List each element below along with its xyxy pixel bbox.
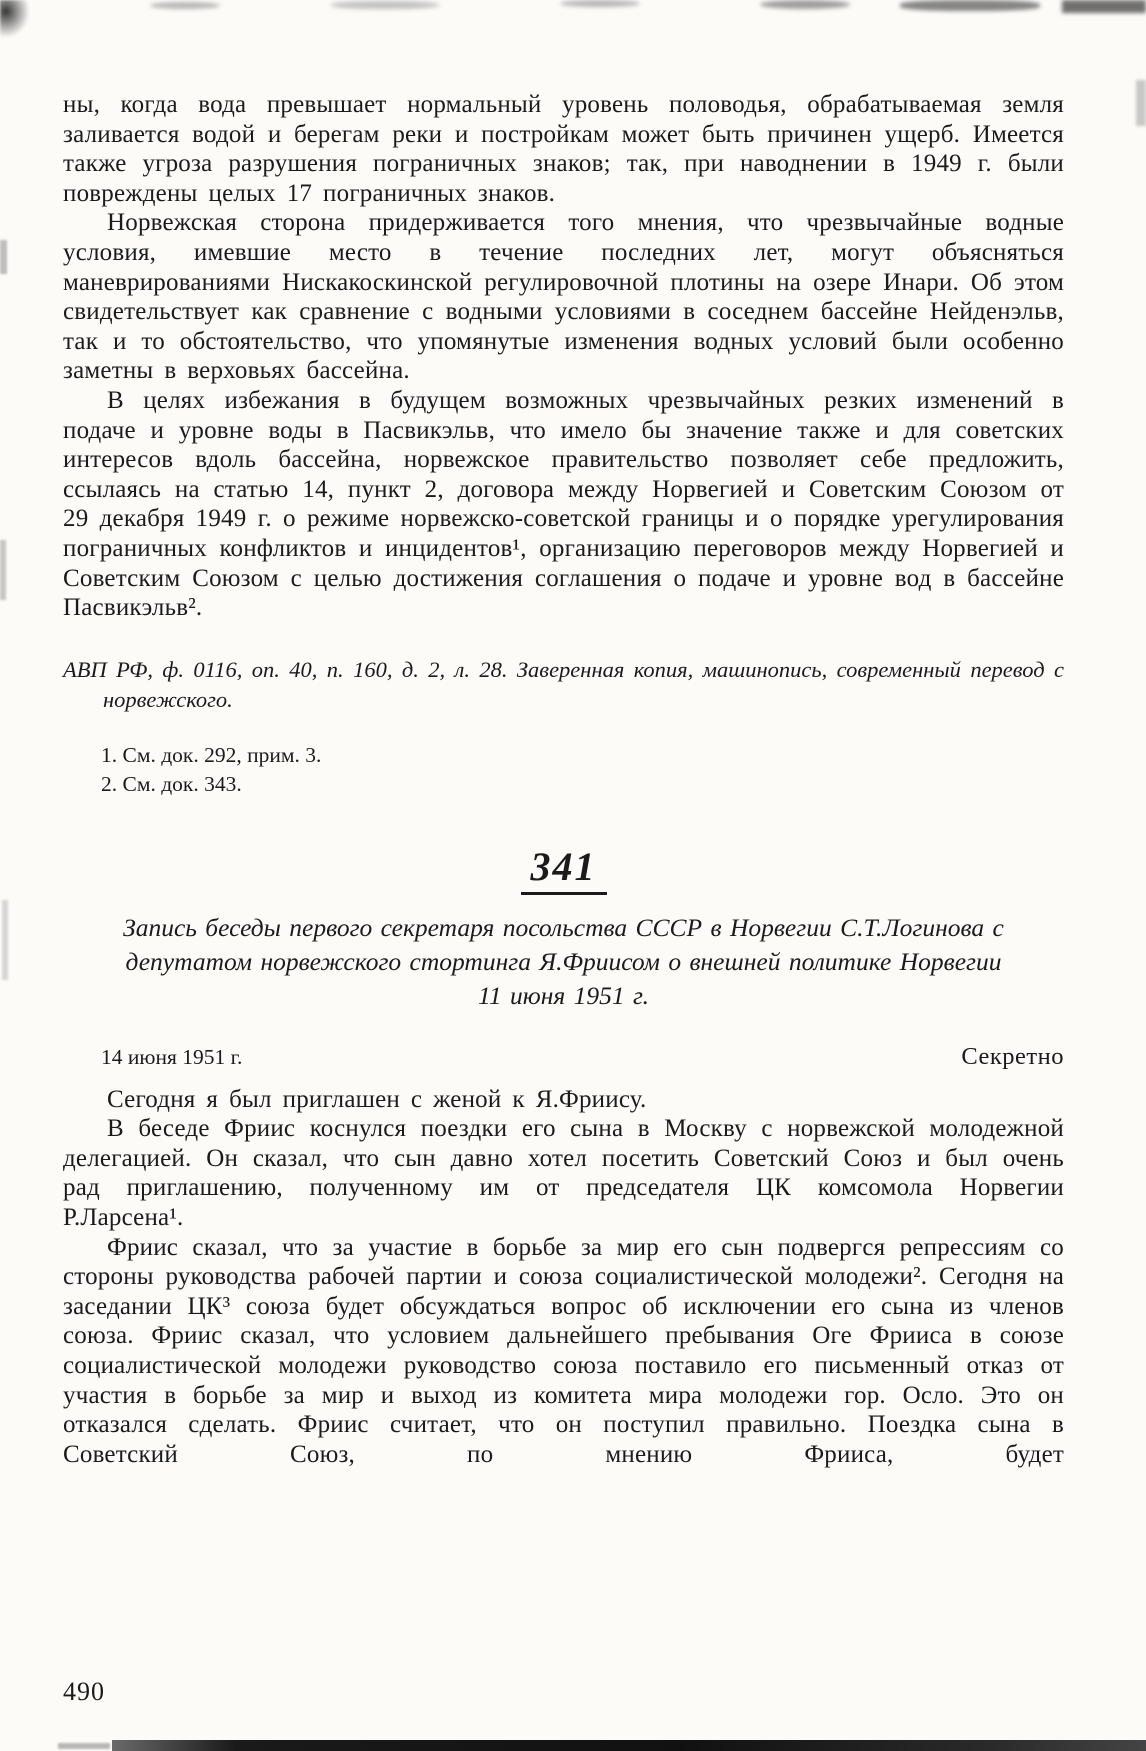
scan-artifact-top-smudge: [330, 1, 440, 9]
paragraph: В целях избежания в будущем возможных чрезвычайных резких изменений в подаче и уровне воды в Пасвикэльв, что имело бы значение также и для советских интересов вдоль бассейна, норвежское правительство позволяет себе предложить, ссылаясь на статью 14, пункт 2, договора между Норвегией и Советским Союзом от 29 декабря 1949 г. о режиме норвежско-советской границы и о порядке урегулирования пограничных конфликтов и инцидентов¹, организацию переговоров между Норвегией и Советским Союзом с целью достижения соглашения о подаче и уровне вод в бассейне Пасвикэльв².: [63, 386, 1064, 622]
scan-artifact-left-edge: [2, 900, 8, 980]
paragraph: Сегодня я был приглашен с женой к Я.Фриису.: [107, 1085, 647, 1113]
paragraph: Норвежская сторона придерживается того мнения, что чрезвычайные водные условия, имевшие место в течение последних лет, могут объясняться маневрированиями Нискакоскинской регулировочной плотины на озере Инари. Об этом свидетельствует как сравнение с водными условиями в соседнем бассейне Нейденэльв, так и то обстоятельство, что упомянутые изменения водных условий были особенно заметны в верховьях бассейна.: [63, 209, 1064, 385]
scan-artifact-top-smudge: [150, 2, 220, 9]
scan-artifact-left-edge: [0, 540, 6, 600]
footnotes: [63, 741, 1064, 799]
paragraph: В беседе Фриис коснулся поездки его сына в Москву с норвежской молодежной делегацией. Он сказал, что сын давно хотел посетить Советский Союз и был очень рад приглашению, полученному им от председателя ЦК комсомола Норвегии Р.Ларсена¹.: [63, 1115, 1064, 1232]
document-body: [63, 1085, 1064, 1470]
scan-artifact-bottom-edge: [58, 1743, 110, 1749]
scan-artifact-next-page-edge: [112, 1740, 1146, 1751]
archival-reference: АВП РФ, ф. 0116, оп. 40, п. 160, д. 2, л. 28. Заверенная копия, машинопись, современный перевод с норвежского.: [63, 656, 1064, 712]
document-date: 14 июня 1951 г.: [101, 1044, 243, 1069]
paragraph-continuation: ны, когда вода превышает нормальный уровень половодья, обрабатываемая земля заливается водой и берегам реки и постройкам может быть причинен ущерб. Имеется также угроза разрушения пограничных знаков; так, при наводнении в 1949 г. были повреждены целых 17 пограничных знаков.: [63, 91, 1064, 207]
scan-artifact-right-edge: [1136, 80, 1146, 126]
dateline: [63, 1043, 1064, 1071]
scan-artifact-left-edge: [0, 240, 7, 274]
secrecy-label: Секретно: [961, 1042, 1064, 1070]
paragraph: Фриис сказал, что за участие в борьбе за мир его сын подвергся репрессиям со стороны руководства рабочей партии и союза социалистической молодежи². Сегодня на заседании ЦК³ союза будет обсуждаться вопрос об исключении его сына из членов союза. Фриис сказал, что условием дальнейшего пребывания Оге Фрииса в союзе социалистической молодежи руководство союза поставило его письменный отказ от участия в борьбе за мир и выход из комитета мира молодежи гор. Осло. Это он отказался сделать. Фриис считает, что он поступил правильно. Поездка сына в Советский Союз, по мнению Фрииса, будет: [63, 1233, 1064, 1468]
footnote-2: 2. См. док. 343.: [101, 771, 242, 796]
page-text-block: [63, 90, 1064, 1469]
scan-artifact-top-smudge: [900, 0, 1040, 11]
scan-artifact-top-smudge: [760, 0, 850, 9]
document-title: Запись беседы первого секретаря посольства СССР в Норвегии С.Т.Логинова с депутатом норвежского стортинга Я.Фриисом о внешней политике Норвегии 11 июня 1951 г.: [123, 912, 1004, 1010]
document-number: 341: [521, 843, 607, 895]
scan-artifact-top-right: [1062, 0, 1146, 13]
scan-artifact-top-smudge: [560, 0, 640, 7]
footnote-1: 1. См. док. 292, прим. 3.: [101, 742, 322, 767]
scan-artifact-top-left: [0, 0, 30, 38]
page-number: 490: [63, 1677, 105, 1706]
document-number-row: [63, 843, 1064, 895]
